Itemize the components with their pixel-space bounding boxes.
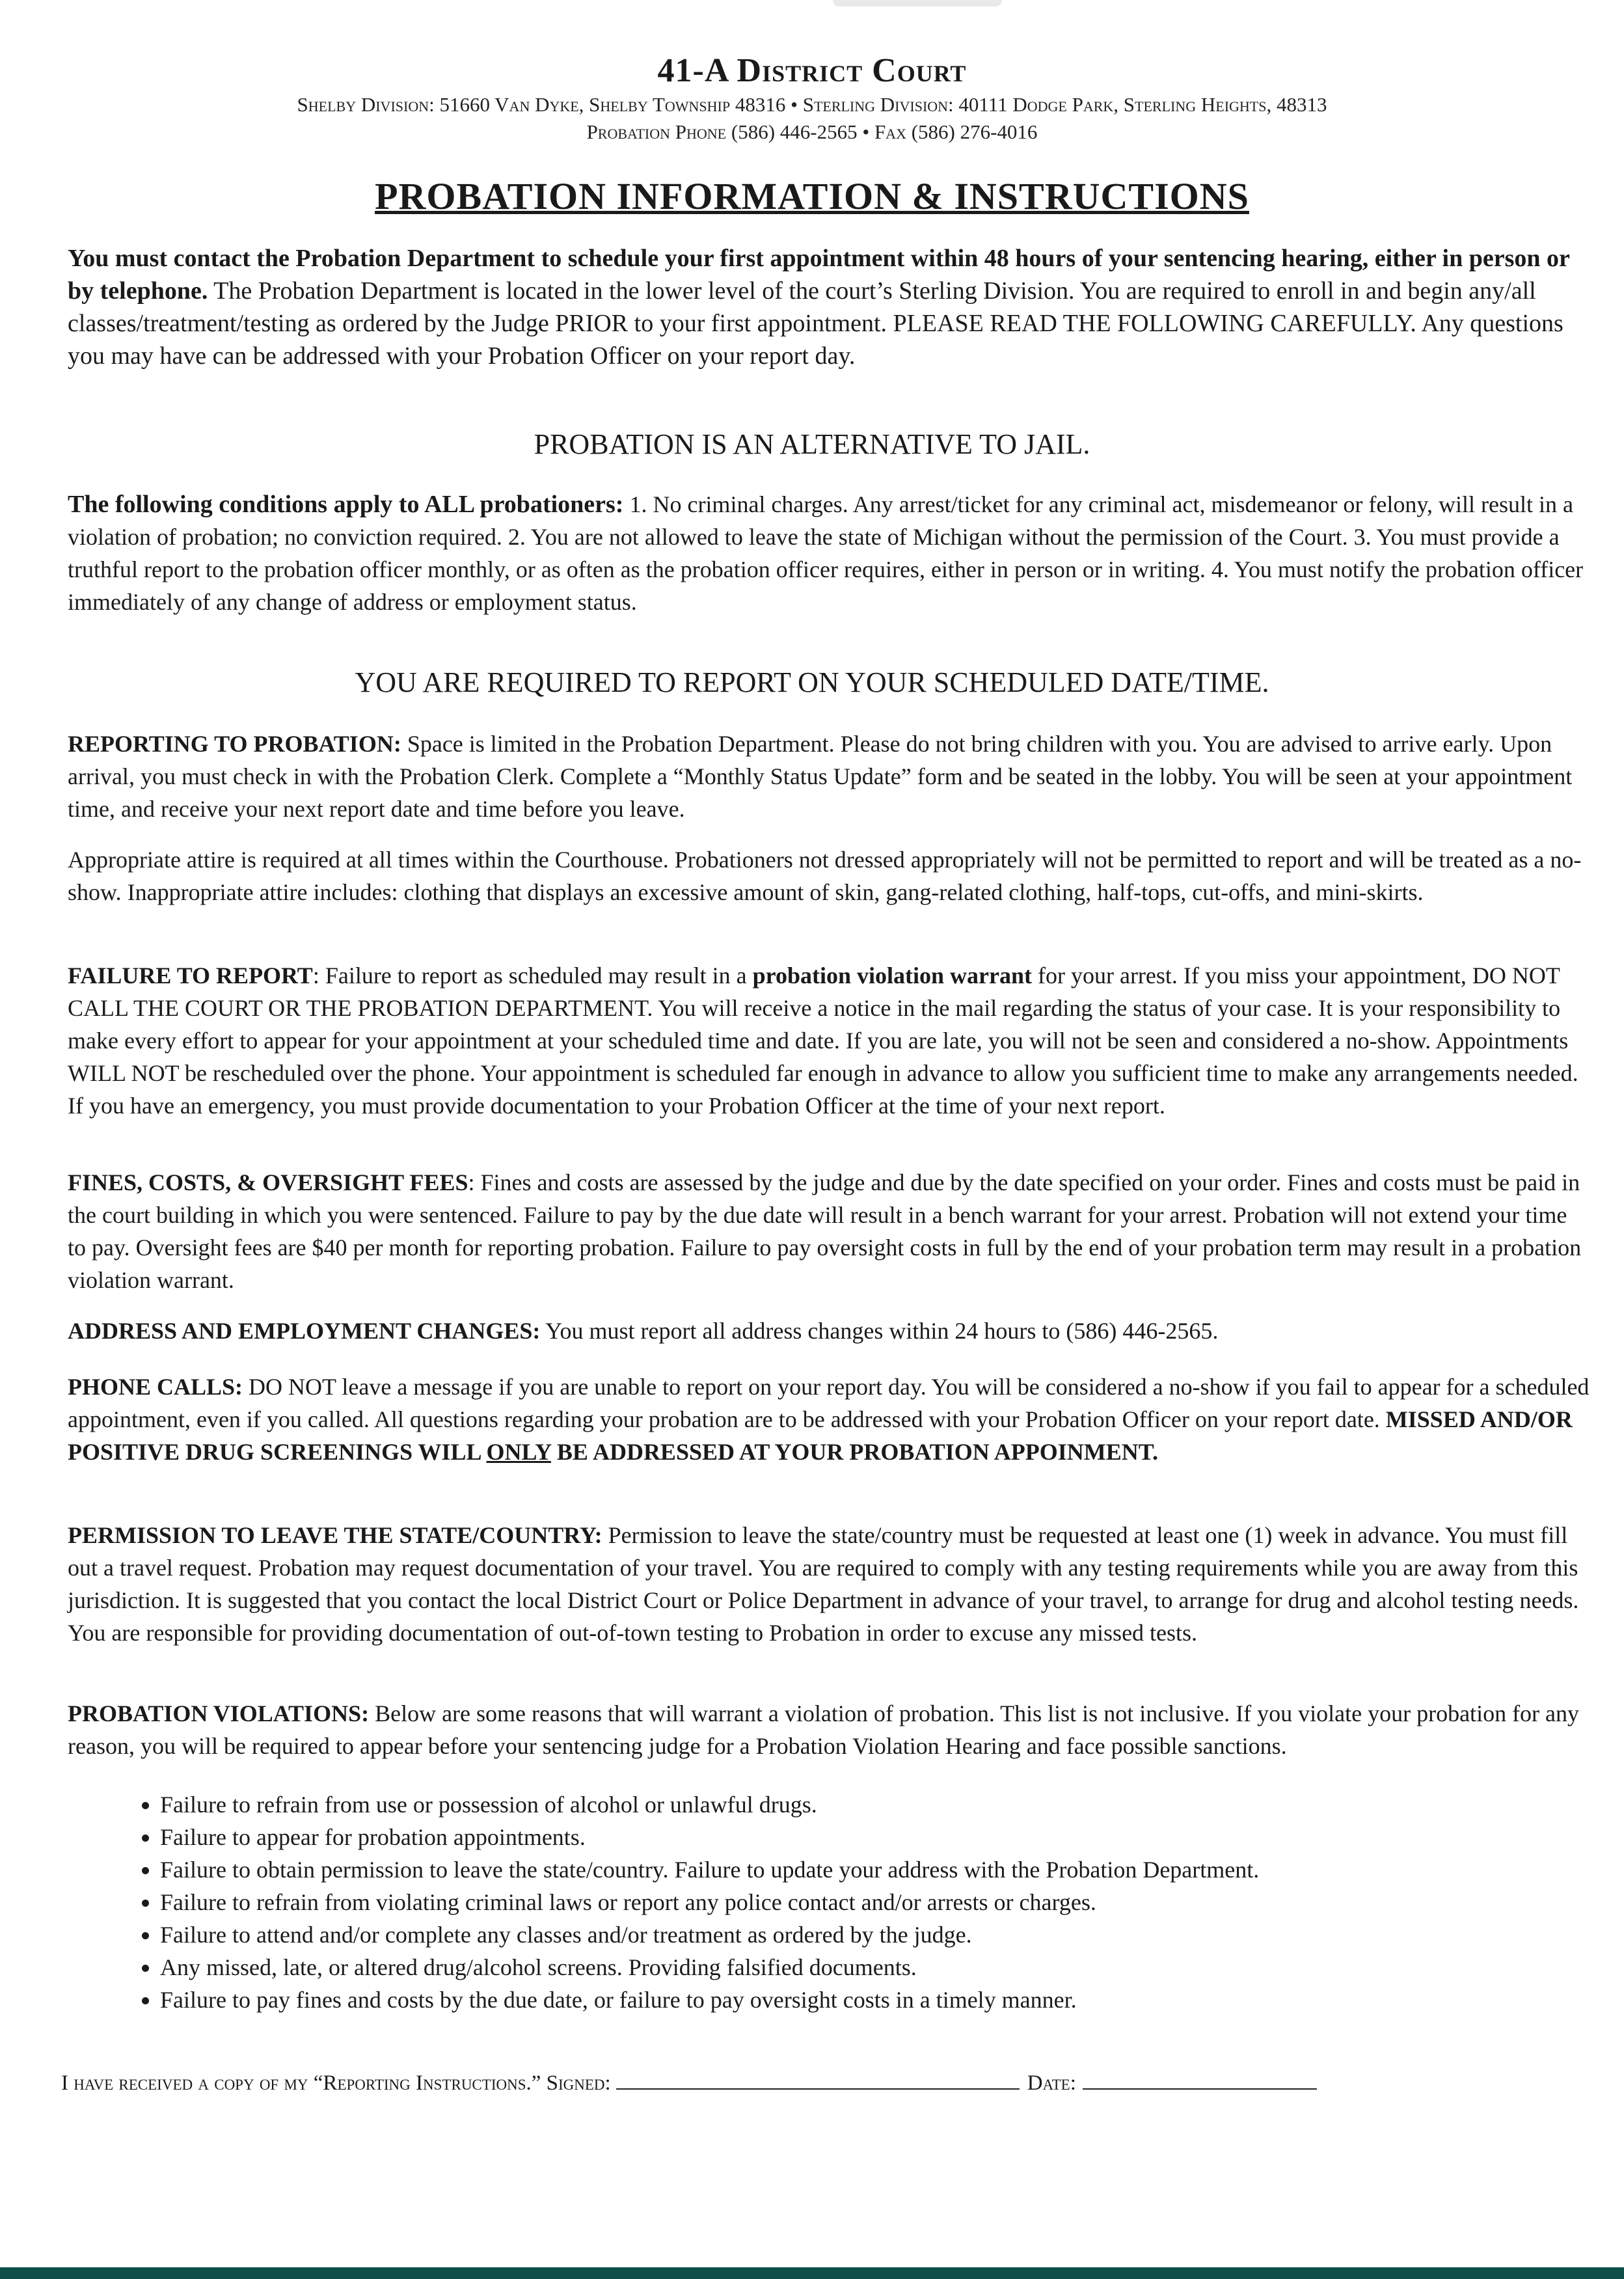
court-name: 41-A District Court [657, 52, 967, 89]
list-item: • Failure to obtain permission to leave the state/country. Failure to update your address with the Probation Department. [160, 1853, 1624, 1886]
signature-label: I have received a copy of my “Reporting Instructions.” Signed: [61, 2071, 611, 2095]
fines-paragraph [68, 1166, 1590, 1296]
list-item: • Failure to attend and/or complete any classes and/or treatment as ordered by the judge. [160, 1918, 1624, 1951]
list-item: • Failure to appear for probation appointments. [160, 1821, 1624, 1853]
list-item: • Failure to refrain from use or possession of alcohol or unlawful drugs. [160, 1788, 1624, 1821]
list-item: • Any missed, late, or altered drug/alcohol screens. Providing falsified documents. [160, 1951, 1624, 1984]
alternative-heading: PROBATION IS AN ALTERNATIVE TO JAIL. [534, 428, 1090, 460]
failure-text-a: : Failure to report as scheduled may result in a [312, 962, 753, 989]
address-bold: ADDRESS AND EMPLOYMENT CHANGES: [68, 1318, 541, 1344]
phone-bold-c: BE ADDRESSED AT YOUR PROBATION APPOINMENT. [550, 1439, 1159, 1465]
fines-text: : Fines and costs are assessed by the judge and due by the date specified on your order. Fines and costs must be paid in the court building in which you were sentenced. Failure to pay by the due date will result in a bench warrant for your arrest. Probation will not extend your time to pay. Oversight fees are $40 per month for reporting probation. Failure to pay oversight costs in full by the end of your probation term may result in a probation violation warrant. [68, 1169, 1582, 1293]
signature-line [61, 2067, 1584, 2099]
intro-bold: You must contact the Probation Department to schedule your first appointment within 48 hours of your sentencing hearing, either in person or by telephone. [68, 245, 1570, 305]
violations-text: Below are some reasons that will warrant a violation of probation. This list is not inclusive. If you violate your probation for any reason, you will be required to appear before your sentencing judge for a Probation Violation Hearing and face possible sanctions. [68, 1700, 1580, 1759]
reporting-paragraph [68, 728, 1590, 825]
violations-list [68, 1788, 1624, 2016]
date-label: Date: [1027, 2071, 1076, 2095]
conditions-text: 1. No criminal charges. Any arrest/ticket for any criminal act, misdemeanor or felony, will result in a violation of probation; no conviction required. 2. You are not allowed to leave the state of Michigan without the permission of the Court. 3. You must provide a truthful report to the probation officer monthly, or as often as the probation officer requires, either in person or in writing. 4. You must notify the probation officer immediately of any change of address or employment status. [68, 491, 1584, 615]
reporting-bold: REPORTING TO PROBATION: [68, 731, 401, 757]
list-item: • Failure to refrain from violating criminal laws or report any police contact and/or arrests or charges. [160, 1886, 1624, 1918]
document-title: PROBATION INFORMATION & INSTRUCTIONS [375, 175, 1249, 217]
violations-bold: PROBATION VIOLATIONS: [68, 1700, 370, 1726]
failure-bold-b: probation violation warrant [752, 962, 1032, 989]
violations-paragraph [68, 1697, 1590, 1762]
phone-bold: PHONE CALLS: [68, 1374, 243, 1400]
phone-text: DO NOT leave a message if you are unable to report on your report day. You will be considered a no-show if you fail to appear for a scheduled appointment, even if you called. All questions regarding your probation are to be addressed with your Probation Officer on your report date. [68, 1374, 1590, 1432]
failure-paragraph [68, 959, 1590, 1122]
conditions-bold: The following conditions apply to ALL probationers: [68, 491, 624, 518]
court-header [0, 51, 1624, 146]
phone-paragraph [68, 1371, 1590, 1468]
phone-bold-b: MISSED AND/OR POSITIVE DRUG SCREENINGS WILL [68, 1406, 1573, 1465]
conditions-paragraph [68, 488, 1590, 618]
required-heading: YOU ARE REQUIRED TO REPORT ON YOUR SCHEDULED DATE/TIME. [355, 666, 1269, 698]
court-address-line: Shelby Division: 51660 Van Dyke, Shelby Township 48316 • Sterling Division: 40111 Dodge Park, Sterling Heights, 48313 [297, 93, 1327, 116]
fines-bold: FINES, COSTS, & OVERSIGHT FEES [68, 1169, 468, 1195]
address-paragraph [68, 1315, 1590, 1347]
date-field[interactable] [1083, 2069, 1317, 2090]
permission-text: Permission to leave the state/country must be requested at least one (1) week in advance. You must fill out a travel request. Probation may request documentation of your travel. You are required to comply with any testing requirements while you are away from this jurisdiction. It is suggested that you contact the local District Court or Police Department in advance of your travel, to arrange for drug and alcohol testing needs. You are responsible for providing documentation of out-of-town testing to Probation in order to excuse any missed tests. [68, 1522, 1579, 1646]
intro-paragraph [68, 242, 1590, 372]
court-contact-line: Probation Phone (586) 446-2565 • Fax (586) 276-4016 [586, 120, 1038, 143]
attire-paragraph: Appropriate attire is required at all times within the Courthouse. Probationers not dressed appropriately will not be permitted to report and will be treated as a no-show. Inappropriate attire includes: clothing that displays an excessive amount of skin, gang-related clothing, half-tops, cut-offs, and mini-skirts. [68, 847, 1582, 905]
phone-bold-underline: ONLY [486, 1439, 551, 1465]
list-item: • Failure to pay fines and costs by the due date, or failure to pay oversight costs in a timely manner. [160, 1984, 1624, 2016]
permission-bold: PERMISSION TO LEAVE THE STATE/COUNTRY: [68, 1522, 602, 1548]
address-text: You must report all address changes within 24 hours to (586) 446-2565. [540, 1318, 1219, 1344]
failure-bold: FAILURE TO REPORT [68, 962, 313, 989]
intro-text: The Probation Department is located in the lower level of the court’s Sterling Division. You are required to enroll in and begin any/all classes/treatment/testing as ordered by the Judge PRIOR to your first appointment. PLEASE READ THE FOLLOWING CAREFULLY. Any questions you may have can be addressed with your Probation Officer on your report day. [68, 277, 1563, 370]
reporting-text: Space is limited in the Probation Department. Please do not bring children with you. You are advised to arrive early. Upon arrival, you must check in with the Probation Clerk. Complete a “Monthly Status Update” form and be seated in the lobby. You will be seen at your appointment time, and receive your next report date and time before you leave. [68, 731, 1573, 822]
failure-text-b: for your arrest. If you miss your appointment, DO NOT CALL THE COURT OR THE PROBATION DEPARTMENT. You will receive a notice in the mail regarding the status of your case. It is your responsibility to make every effort to appear for your appointment at your scheduled time and date. If you are late, you will not be seen and considered a no-show. Appointments WILL NOT be rescheduled over the phone. Your appointment is scheduled far enough in advance to allow you sufficient time to make any arrangements needed. If you have an emergency, you must provide documentation to your Probation Officer at the time of your next report. [68, 962, 1578, 1119]
permission-paragraph [68, 1519, 1590, 1649]
scan-artifact [833, 0, 1002, 7]
signature-field[interactable] [616, 2069, 1020, 2090]
footer-bar [0, 2267, 1624, 2279]
